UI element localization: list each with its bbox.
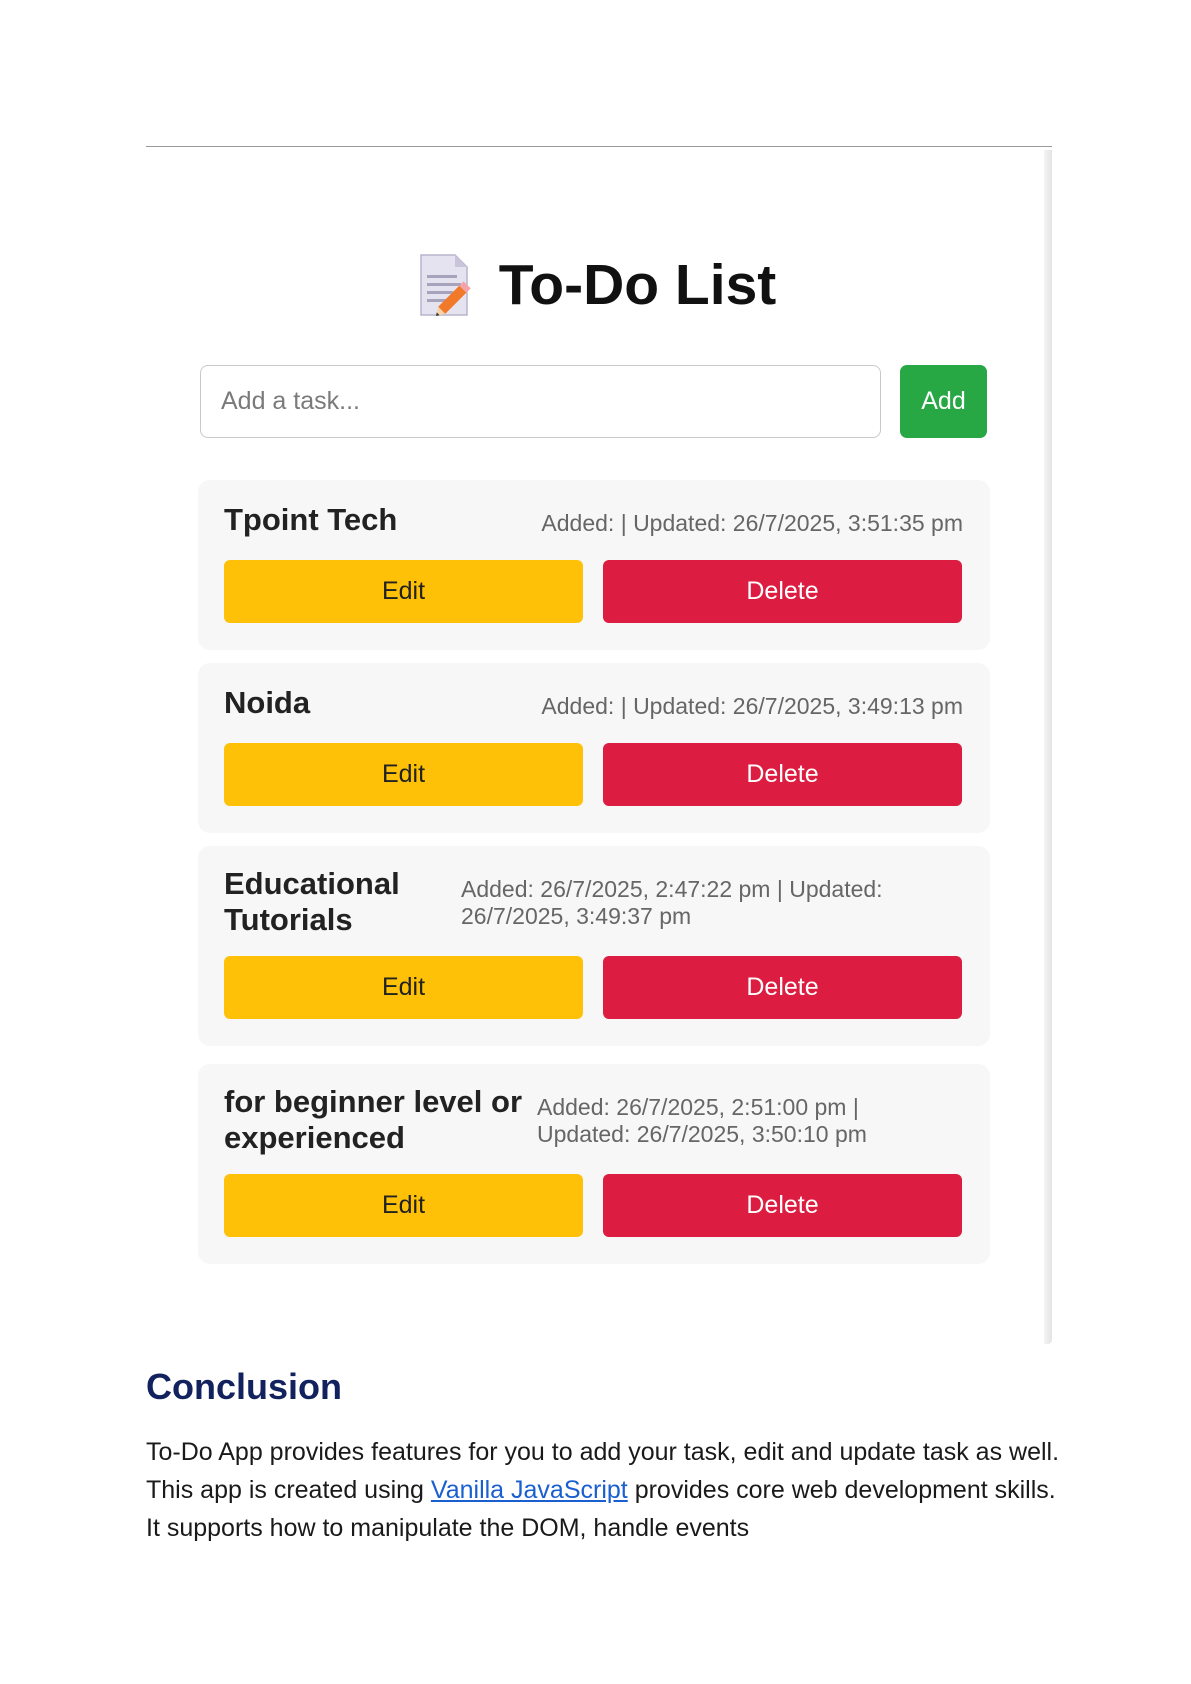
memo-icon [415, 251, 475, 319]
add-button[interactable]: Add [900, 365, 987, 438]
delete-button[interactable]: Delete [603, 560, 962, 623]
task-item [198, 663, 990, 833]
edit-button[interactable]: Edit [224, 956, 583, 1019]
task-input[interactable] [200, 365, 881, 438]
task-name: Tpoint Tech [224, 502, 398, 537]
delete-button[interactable]: Delete [603, 956, 962, 1019]
task-meta: Added: | Updated: 26/7/2025, 3:49:13 pm [541, 693, 963, 719]
task-meta-line: 26/7/2025, 3:49:37 pm [461, 903, 692, 929]
delete-button[interactable]: Delete [603, 743, 962, 806]
paragraph-text: provides core web development skills. It supports how to manipulate the DOM, handle events [146, 1476, 1056, 1542]
section-heading: Conclusion [146, 1366, 342, 1407]
edit-button[interactable]: Edit [224, 560, 583, 623]
task-meta [537, 1094, 867, 1148]
task-meta [461, 876, 883, 930]
body-paragraph [146, 1433, 1066, 1547]
vanilla-javascript-link[interactable]: Vanilla JavaScript [430, 1476, 628, 1504]
task-name-line: experienced [224, 1120, 405, 1155]
task-item [198, 480, 990, 650]
task-meta: Added: | Updated: 26/7/2025, 3:51:35 pm [541, 510, 963, 536]
app-title: To-Do List [498, 253, 777, 317]
task-name: Noida [224, 685, 311, 720]
task-meta-line: Added: 26/7/2025, 2:51:00 pm | [537, 1094, 859, 1120]
app-header [0, 245, 1191, 325]
task-meta-line: Updated: 26/7/2025, 3:50:10 pm [537, 1121, 867, 1147]
task-name [224, 866, 400, 938]
task-name [224, 1084, 522, 1156]
edit-button[interactable]: Edit [224, 1174, 583, 1237]
task-item [198, 846, 990, 1046]
screenshot-edge [1044, 150, 1052, 1344]
task-name-line: Educational [224, 866, 400, 901]
task-name-line: Tutorials [224, 902, 353, 937]
delete-button[interactable]: Delete [603, 1174, 962, 1237]
task-item [198, 1064, 990, 1264]
task-meta-line: Added: 26/7/2025, 2:47:22 pm | Updated: [461, 876, 883, 902]
edit-button[interactable]: Edit [224, 743, 583, 806]
task-name-line: for beginner level or [224, 1084, 523, 1119]
paragraph-text: To-Do App provides features for you to add your task, edit and update task as well. This app is created using [146, 1438, 1060, 1504]
